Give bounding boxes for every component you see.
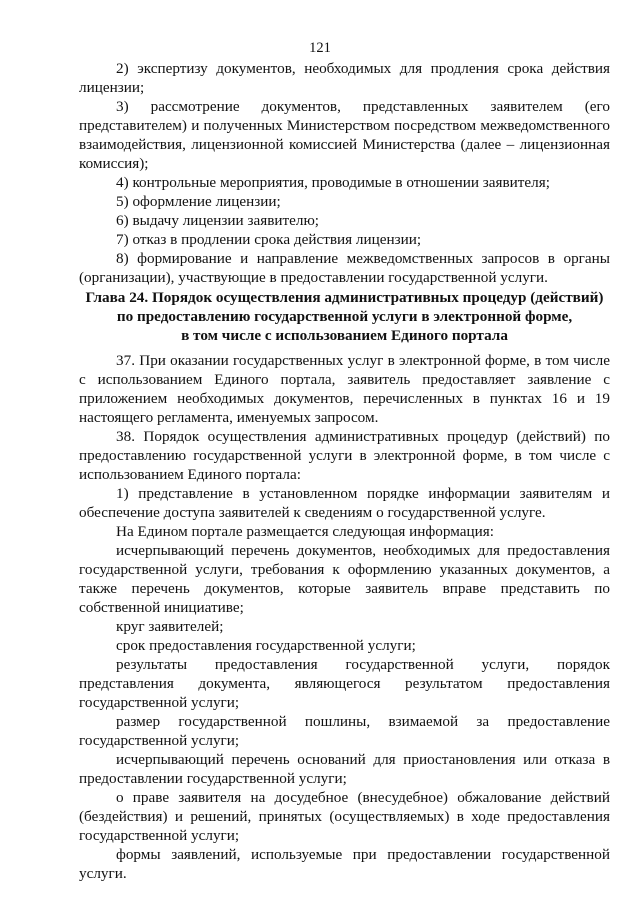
paragraph: о праве заявителя на досудебное (внесудебное) обжалование действий (бездействия) и решений, принятых (осуществляемых) в ходе предоставления государственной услуги;: [79, 789, 610, 844]
paragraph: 1) представление в установленном порядке информации заявителям и обеспечение доступа заявителей к сведениям о государственной услуге.: [79, 485, 610, 521]
chapter-heading: [79, 288, 610, 345]
paragraph: 38. Порядок осуществления административных процедур (действий) по предоставлению государственной услуги в электронной форме, в том числе с использованием Единого портала:: [79, 428, 610, 483]
page-number: 121: [309, 40, 331, 56]
paragraph: формы заявлений, используемые при предоставлении государственной услуги.: [79, 846, 610, 882]
paragraph: исчерпывающий перечень документов, необходимых для предоставления государственной услуги, требования к оформлению указанных документов, а также перечень документов, которые заявитель вправе представить по собственной инициативе;: [79, 542, 610, 616]
paragraph: 37. При оказании государственных услуг в электронной форме, в том числе с использованием Единого портала, заявитель предоставляет заявление с приложением необходимых документов, перечисленных в пунктах 16 и 19 настоящего регламента, именуемых запросом.: [79, 352, 610, 426]
paragraph: размер государственной пошлины, взимаемой за предоставление государственной услуги;: [79, 713, 610, 749]
paragraph: срок предоставления государственной услуги;: [116, 637, 416, 654]
list-item: 7) отказ в продлении срока действия лицензии;: [116, 231, 422, 248]
list-item: 2) экспертизу документов, необходимых для продления срока действия лицензии;: [79, 60, 610, 96]
chapter-heading-line: в том числе с использованием Единого портала: [181, 327, 508, 344]
list-item: 4) контрольные мероприятия, проводимые в отношении заявителя;: [116, 174, 550, 191]
chapter-heading-line: Глава 24. Порядок осуществления административных процедур (действий): [85, 289, 604, 306]
list-item: 3) рассмотрение документов, представленных заявителем (его представителем) и полученных Министерством посредством межведомственного взаимодействия, лицензионной комиссией Министерства (далее – лицензионная комиссия);: [79, 98, 610, 172]
list-item: 5) оформление лицензии;: [116, 193, 281, 210]
chapter-body: [79, 351, 610, 883]
paragraph: На Едином портале размещается следующая информация:: [116, 523, 494, 540]
list-item: 6) выдачу лицензии заявителю;: [116, 212, 320, 229]
paragraph: исчерпывающий перечень оснований для приостановления или отказа в предоставлении государственной услуги;: [79, 751, 610, 787]
paragraph: результаты предоставления государственной услуги, порядок представления документа, являющегося результатом предоставления государственной услуги;: [79, 656, 610, 711]
list-item: 8) формирование и направление межведомственных запросов в органы (организации), участвующие в предоставлении государственной услуги.: [79, 250, 610, 286]
procedure-list: [79, 59, 610, 287]
paragraph: круг заявителей;: [116, 618, 224, 635]
chapter-heading-line: по предоставлению государственной услуги в электронной форме,: [116, 308, 573, 325]
